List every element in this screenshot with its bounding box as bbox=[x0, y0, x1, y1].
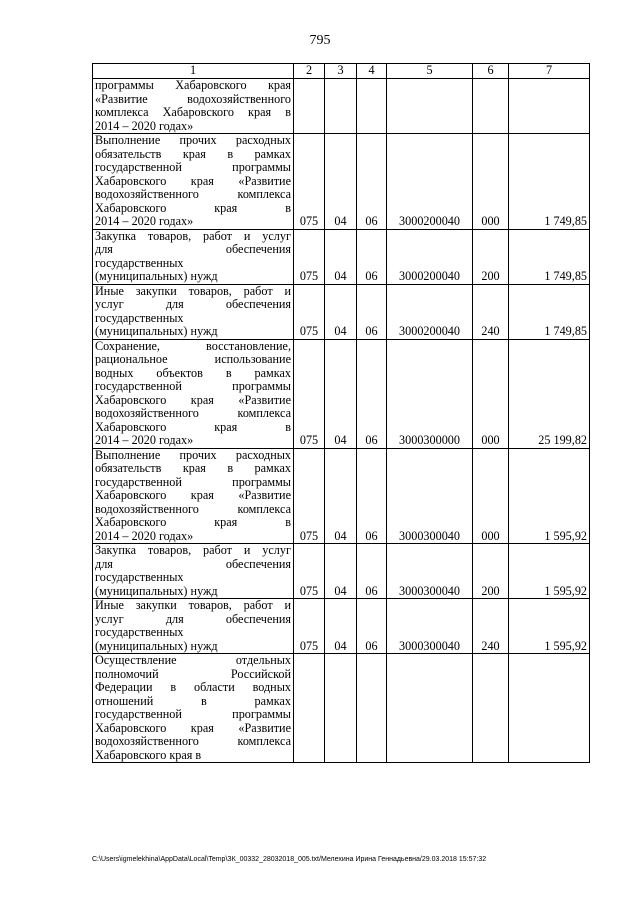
description-line: водохозяйственного комплекса bbox=[95, 734, 291, 748]
header-cell-4: 4 bbox=[357, 64, 387, 79]
row-description bbox=[93, 229, 294, 284]
section-code: 04 bbox=[325, 448, 357, 544]
description-line: Хабаровского края «Развитие bbox=[95, 720, 291, 735]
table-row bbox=[93, 339, 590, 448]
table-row bbox=[93, 229, 590, 284]
description-line: услуг для обеспечения bbox=[95, 611, 291, 626]
description-line: государственных bbox=[95, 570, 184, 584]
subsection-code bbox=[357, 654, 387, 763]
description-line: Закупка товаров, работ и услуг bbox=[95, 229, 291, 243]
header-cell-2: 2 bbox=[294, 64, 325, 79]
row-description bbox=[93, 599, 294, 654]
subsection-code bbox=[357, 79, 387, 134]
expense-type-code: 200 bbox=[473, 544, 509, 599]
table-header-row bbox=[93, 64, 590, 79]
subsection-code: 06 bbox=[357, 448, 387, 544]
description-line: Иные закупки товаров, работ и bbox=[95, 284, 291, 298]
row-description bbox=[93, 284, 294, 339]
target-article-code bbox=[387, 654, 473, 763]
header-cell-3: 3 bbox=[325, 64, 357, 79]
section-code bbox=[325, 79, 357, 134]
description-line: государственных bbox=[95, 310, 184, 325]
section-code: 04 bbox=[325, 599, 357, 654]
table-row bbox=[93, 544, 590, 599]
description-line: Хабаровского края «Развитие bbox=[95, 173, 291, 188]
description-line: (муниципальных) нужд bbox=[95, 638, 218, 653]
table-row bbox=[93, 79, 590, 134]
description-line: Хабаровского края в bbox=[95, 200, 291, 215]
header-cell-7: 7 bbox=[509, 64, 590, 79]
section-code: 04 bbox=[325, 134, 357, 230]
description-line: Федерации в области водных bbox=[95, 680, 291, 694]
description-line: государственной программы bbox=[95, 707, 291, 721]
description-line: Выполнение прочих расходных bbox=[95, 133, 291, 147]
description-line: Осуществление отдельных bbox=[95, 653, 291, 667]
row-description bbox=[93, 448, 294, 544]
table-row bbox=[93, 654, 590, 763]
ministry-code bbox=[294, 654, 325, 763]
expense-type-code: 000 bbox=[473, 134, 509, 230]
description-line: программы Хабаровского края bbox=[95, 78, 291, 92]
description-line: государственных bbox=[95, 625, 184, 639]
budget-table bbox=[92, 63, 590, 763]
description-line: услуг для обеспечения bbox=[95, 297, 291, 311]
description-line: обязательств края в рамках bbox=[95, 461, 291, 475]
ministry-code: 075 bbox=[294, 599, 325, 654]
subsection-code: 06 bbox=[357, 284, 387, 339]
section-code bbox=[325, 654, 357, 763]
expense-type-code: 200 bbox=[473, 229, 509, 284]
description-line: 2014 – 2020 годах» bbox=[95, 118, 194, 133]
row-description bbox=[93, 544, 294, 599]
expense-type-code: 000 bbox=[473, 448, 509, 544]
description-line: (муниципальных) нужд bbox=[95, 269, 218, 283]
description-line: Иные закупки товаров, работ и bbox=[95, 598, 291, 612]
table-row bbox=[93, 284, 590, 339]
amount: 25 199,82 bbox=[509, 339, 590, 448]
amount: 1 749,85 bbox=[509, 134, 590, 230]
description-line: государственных bbox=[95, 255, 184, 270]
description-line: (муниципальных) нужд bbox=[95, 324, 218, 338]
expense-type-code: 240 bbox=[473, 599, 509, 654]
description-line: отношений в рамках bbox=[95, 693, 291, 708]
description-line: государственной программы bbox=[95, 474, 291, 489]
section-code: 04 bbox=[325, 544, 357, 599]
row-description bbox=[93, 339, 294, 448]
table-row bbox=[93, 134, 590, 230]
description-line: Выполнение прочих расходных bbox=[95, 448, 291, 462]
description-line: 2014 – 2020 годах» bbox=[95, 214, 194, 228]
description-line: Сохранение, восстановление, bbox=[95, 339, 291, 353]
subsection-code: 06 bbox=[357, 134, 387, 230]
description-line: (муниципальных) нужд bbox=[95, 583, 218, 598]
description-line: 2014 – 2020 годах» bbox=[95, 433, 194, 447]
target-article-code: 3000200040 bbox=[387, 134, 473, 230]
description-line: водохозяйственного комплекса bbox=[95, 187, 291, 201]
subsection-code: 06 bbox=[357, 599, 387, 654]
section-code: 04 bbox=[325, 284, 357, 339]
amount bbox=[509, 654, 590, 763]
header-cell-5: 5 bbox=[387, 64, 473, 79]
description-line: Закупка товаров, работ и услуг bbox=[95, 543, 291, 557]
amount: 1 749,85 bbox=[509, 229, 590, 284]
amount: 1 595,92 bbox=[509, 599, 590, 654]
description-line: Хабаровского края в bbox=[95, 747, 202, 762]
description-line: водохозяйственного комплекса bbox=[95, 406, 291, 420]
section-code: 04 bbox=[325, 229, 357, 284]
ministry-code: 075 bbox=[294, 339, 325, 448]
expense-type-code: 240 bbox=[473, 284, 509, 339]
description-line: рациональное использование bbox=[95, 352, 291, 366]
row-description bbox=[93, 79, 294, 134]
description-line: водохозяйственного комплекса bbox=[95, 501, 291, 516]
description-line: Хабаровского края «Развитие bbox=[95, 488, 291, 502]
target-article-code: 3000200040 bbox=[387, 229, 473, 284]
row-description bbox=[93, 654, 294, 763]
target-article-code: 3000300040 bbox=[387, 544, 473, 599]
footer-file-path: C:\Users\igmelekhina\AppData\Local\Temp\ЗК_00332_28032018_005.txt/Мелехина Ирина Геннадьевна/29.03.2018 15:57:32 bbox=[92, 856, 487, 863]
target-article-code: 3000300000 bbox=[387, 339, 473, 448]
target-article-code bbox=[387, 79, 473, 134]
expense-type-code: 000 bbox=[473, 339, 509, 448]
description-line: полномочий Российской bbox=[95, 666, 291, 681]
table-row bbox=[93, 448, 590, 544]
ministry-code: 075 bbox=[294, 134, 325, 230]
description-line: для обеспечения bbox=[95, 242, 291, 256]
amount: 1 749,85 bbox=[509, 284, 590, 339]
subsection-code: 06 bbox=[357, 339, 387, 448]
amount bbox=[509, 79, 590, 134]
ministry-code: 075 bbox=[294, 229, 325, 284]
ministry-code: 075 bbox=[294, 448, 325, 544]
page-number: 795 bbox=[309, 33, 331, 48]
row-description bbox=[93, 134, 294, 230]
header-cell-1: 1 bbox=[93, 64, 294, 79]
description-line: комплекса Хабаровского края в bbox=[95, 105, 291, 119]
amount: 1 595,92 bbox=[509, 544, 590, 599]
header-cell-6: 6 bbox=[473, 64, 509, 79]
description-line: государственной программы bbox=[95, 160, 291, 174]
amount: 1 595,92 bbox=[509, 448, 590, 544]
subsection-code: 06 bbox=[357, 544, 387, 599]
table-row bbox=[93, 599, 590, 654]
subsection-code: 06 bbox=[357, 229, 387, 284]
description-line: для обеспечения bbox=[95, 556, 291, 571]
ministry-code: 075 bbox=[294, 284, 325, 339]
target-article-code: 3000300040 bbox=[387, 448, 473, 544]
description-line: государственной программы bbox=[95, 379, 291, 393]
target-article-code: 3000200040 bbox=[387, 284, 473, 339]
description-line: Хабаровского края «Развитие bbox=[95, 392, 291, 407]
ministry-code bbox=[294, 79, 325, 134]
section-code: 04 bbox=[325, 339, 357, 448]
description-line: обязательств края в рамках bbox=[95, 146, 291, 161]
ministry-code: 075 bbox=[294, 544, 325, 599]
expense-type-code bbox=[473, 79, 509, 134]
description-line: Хабаровского края в bbox=[95, 515, 291, 529]
description-line: 2014 – 2020 годах» bbox=[95, 528, 194, 543]
description-line: водных объектов в рамках bbox=[95, 365, 291, 380]
description-line: Хабаровского края в bbox=[95, 419, 291, 434]
target-article-code: 3000300040 bbox=[387, 599, 473, 654]
expense-type-code bbox=[473, 654, 509, 763]
description-line: «Развитие водохозяйственного bbox=[95, 91, 291, 106]
table-body bbox=[93, 64, 590, 763]
